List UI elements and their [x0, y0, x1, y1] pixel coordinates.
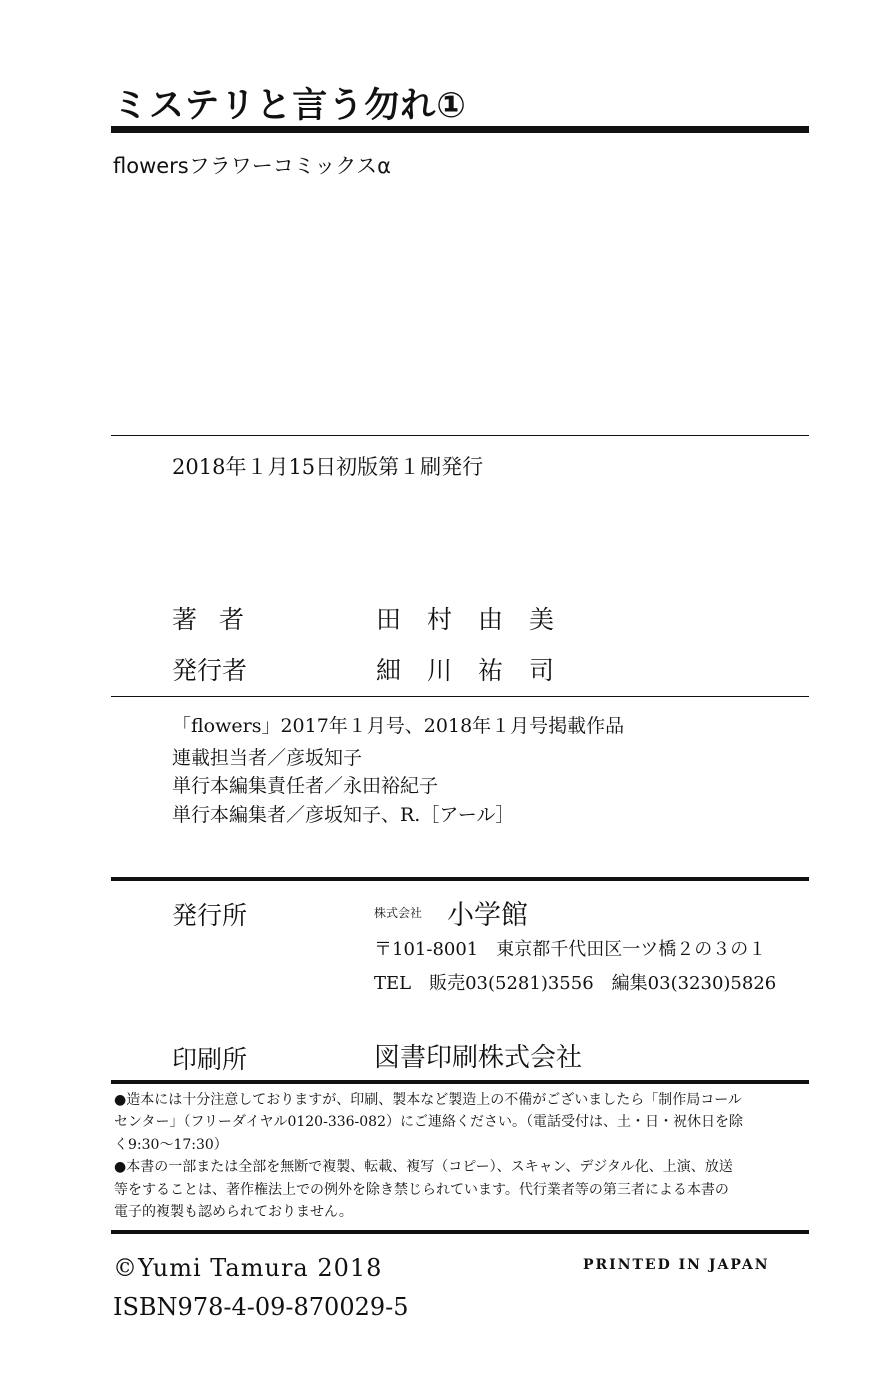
notice-line: く9:30～17:30） [114, 1137, 228, 1153]
notice-line: 等をすることは、著作権法上での例外を除き禁じられています。代行業者等の第三者による本書の [114, 1182, 729, 1198]
publisher-person-name: 細川祐司 [376, 656, 581, 685]
isbn: ISBN978-4-09-870029-5 [113, 1293, 409, 1321]
book-title: ミステリと言う勿れ① [113, 86, 467, 126]
publisher-tel: TEL 販売03(5281)3556 編集03(3230)5826 [374, 973, 777, 994]
printer-name: 図書印刷株式会社 [374, 1043, 583, 1073]
author-name: 田村由美 [376, 605, 581, 634]
divider-thin [111, 696, 809, 697]
printed-in-japan: PRINTED IN JAPAN [583, 1257, 770, 1273]
divider-thick [111, 877, 809, 881]
notice-line: ●造本には十分注意しておりますが、印刷、製本など製造上の不備がございましたら「制作局コール [114, 1092, 742, 1108]
copyright-notice: ©Yumi Tamura 2018 [113, 1254, 383, 1282]
publisher-person-label: 発行者 [172, 656, 248, 685]
divider-thick [111, 1230, 809, 1234]
first-edition-date: 2018年１月15日初版第１刷発行 [172, 455, 484, 479]
divider-thin [111, 435, 809, 436]
company-name: 小学館 [447, 900, 528, 931]
credit-line: 連載担当者／彦坂知子 [172, 747, 363, 769]
notice-line: ●本書の一部または全部を無断で複製、転載、複写（コピー）、スキャン、デジタル化、上演、放送 [114, 1159, 733, 1175]
notice-line: センター」（フリーダイヤル0120-336-082）にご連絡ください。（電話受付は、土・日・祝休日を除 [114, 1114, 743, 1130]
divider-thick [111, 1080, 809, 1084]
publisher-address: 〒101-8001 東京都千代田区一ツ橋２の３の１ [374, 939, 767, 960]
publisher-label: 発行所 [172, 901, 248, 930]
credit-line: 「flowers」2017年１月号、2018年１月号掲載作品 [172, 715, 625, 737]
credit-line: 単行本編集者／彦坂知子、R.［アール］ [172, 804, 515, 826]
notice-line: 電子的複製も認められておりません。 [114, 1204, 353, 1220]
credit-line: 単行本編集責任者／永田裕紀子 [172, 775, 439, 797]
series-name: flowersフラワーコミックスα [113, 154, 391, 178]
divider-thick-top [111, 126, 809, 133]
author-label: 著者 [172, 605, 267, 634]
company-type: 株式会社 [374, 906, 423, 920]
printer-label: 印刷所 [172, 1045, 248, 1074]
